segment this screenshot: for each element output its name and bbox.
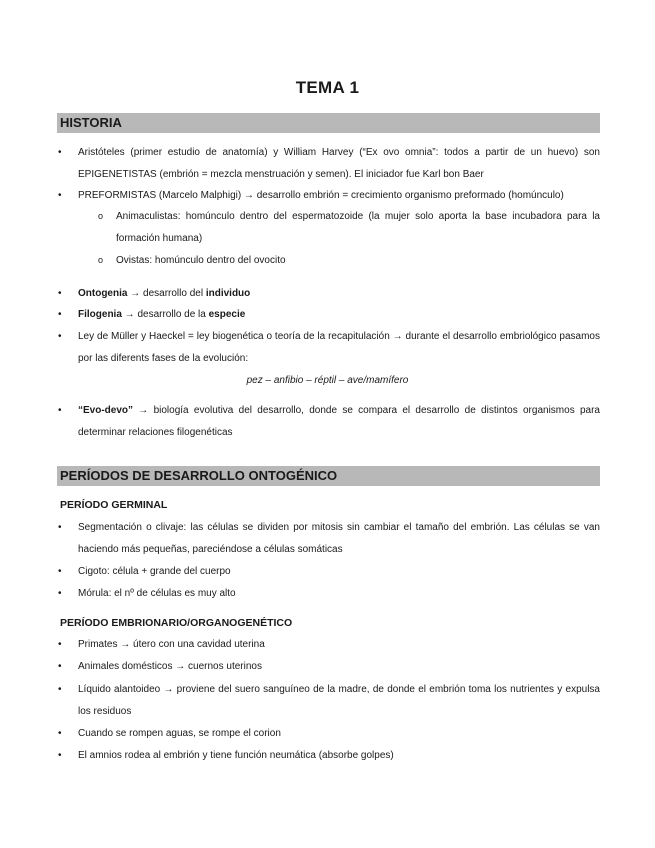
definition-text: → desarrollo de la (121, 309, 209, 320)
section-heading-historia: HISTORIA (57, 113, 600, 133)
list-item (58, 583, 600, 605)
page-title: TEMA 1 (295, 78, 360, 97)
definition-text: → biología evolutiva del desarrollo, donde se compara el desarrollo de distintos organismos para determinar relaciones filogenéticas (78, 405, 600, 438)
term-ontogenia: Ontogenia (78, 288, 128, 299)
bullet-icon: • (58, 684, 62, 695)
list-item (58, 656, 600, 678)
term-filogenia: Filogenia (78, 309, 122, 320)
list-item-evodevo (58, 400, 600, 443)
list-item-text: El amnios rodea al embrión y tiene función neumática (absorbe golpes) (78, 750, 394, 761)
bullet-icon: • (58, 147, 62, 158)
subsection-heading-germinal: PERÍODO GERMINAL (60, 499, 168, 511)
bullet-icon: • (58, 639, 62, 650)
list-item (58, 723, 600, 745)
bullet-icon: • (58, 661, 62, 672)
sub-list-item (98, 250, 600, 272)
definition-bold: individuo (205, 288, 251, 299)
list-item (58, 517, 600, 560)
bullet-icon: • (58, 588, 62, 599)
section-heading-periodos: PERÍODOS DE DESARROLLO ONTOGÉNICO (57, 466, 600, 486)
list-item (58, 142, 600, 185)
bullet-icon: • (58, 288, 62, 299)
list-item (58, 185, 600, 207)
list-item-text: Mórula: el nº de células es muy alto (78, 588, 236, 599)
bullet-icon: • (58, 190, 62, 201)
list-item-text: PREFORMISTAS (Marcelo Malphigi) → desarrollo embrión = crecimiento organismo preformado (homúnculo) (78, 190, 564, 201)
list-item (58, 679, 600, 722)
list-item-filogenia (58, 304, 600, 326)
list-item-text: Líquido alantoideo → proviene del suero sanguíneo de la madre, de donde el embrión toma los nutrientes y expulsa los residuos (78, 684, 600, 717)
bullet-icon: • (58, 728, 62, 739)
list-item-ley (58, 326, 600, 369)
bullet-icon: • (58, 405, 62, 416)
list-item-text: Cigoto: célula + grande del cuerpo (78, 566, 231, 577)
list-item-ontogenia (58, 283, 600, 305)
evolution-formula: pez – anfibio – réptil – ave/mamífero (246, 375, 409, 386)
definition-bold: especie (208, 309, 246, 320)
definition-text: → desarrollo del (127, 288, 206, 299)
list-item-text: Cuando se rompen aguas, se rompe el corion (78, 728, 281, 739)
list-item-text: Segmentación o clivaje: las células se dividen por mitosis sin cambiar el tamaño del embrión. Las células se van haciendo más pequeñas, pareciéndose a células somáticas (78, 522, 600, 555)
list-item-text: Primates → útero con una cavidad uterina (78, 639, 265, 650)
list-item (58, 745, 600, 767)
bullet-icon: • (58, 522, 62, 533)
bullet-icon: • (58, 566, 62, 577)
list-item-text: Animales domésticos → cuernos uterinos (78, 661, 262, 672)
list-item (58, 634, 600, 656)
term-evodevo: “Evo-devo” (78, 405, 134, 416)
list-item-text: Aristóteles (primer estudio de anatomía) y William Harvey (“Ex ovo omnia”: todos a partir de un huevo) son EPIGENETISTAS (embrión = mezcla menstruación y semen). El iniciador fue Karl bon Baer (78, 147, 600, 180)
bullet-icon: • (58, 750, 62, 761)
sub-list-item (98, 206, 600, 249)
bullet-icon: • (58, 331, 62, 342)
sub-list-item-text: Ovistas: homúnculo dentro del ovocito (116, 255, 286, 266)
list-item (58, 561, 600, 583)
sub-list-item-text: Animaculistas: homúnculo dentro del espermatozoide (la mujer solo aporta la base incubadora para la formación humana) (116, 211, 600, 244)
sub-bullet-icon: o (98, 255, 104, 265)
bullet-icon: • (58, 309, 62, 320)
list-item-text: Ley de Müller y Haeckel = ley biogenética o teoría de la recapitulación → durante el desarrollo embriológico pasamos por las diferents fases de la evolución: (78, 331, 600, 364)
sub-bullet-icon: o (98, 211, 104, 221)
subsection-heading-embrionario: PERÍODO EMBRIONARIO/ORGANOGENÉTICO (60, 617, 293, 629)
